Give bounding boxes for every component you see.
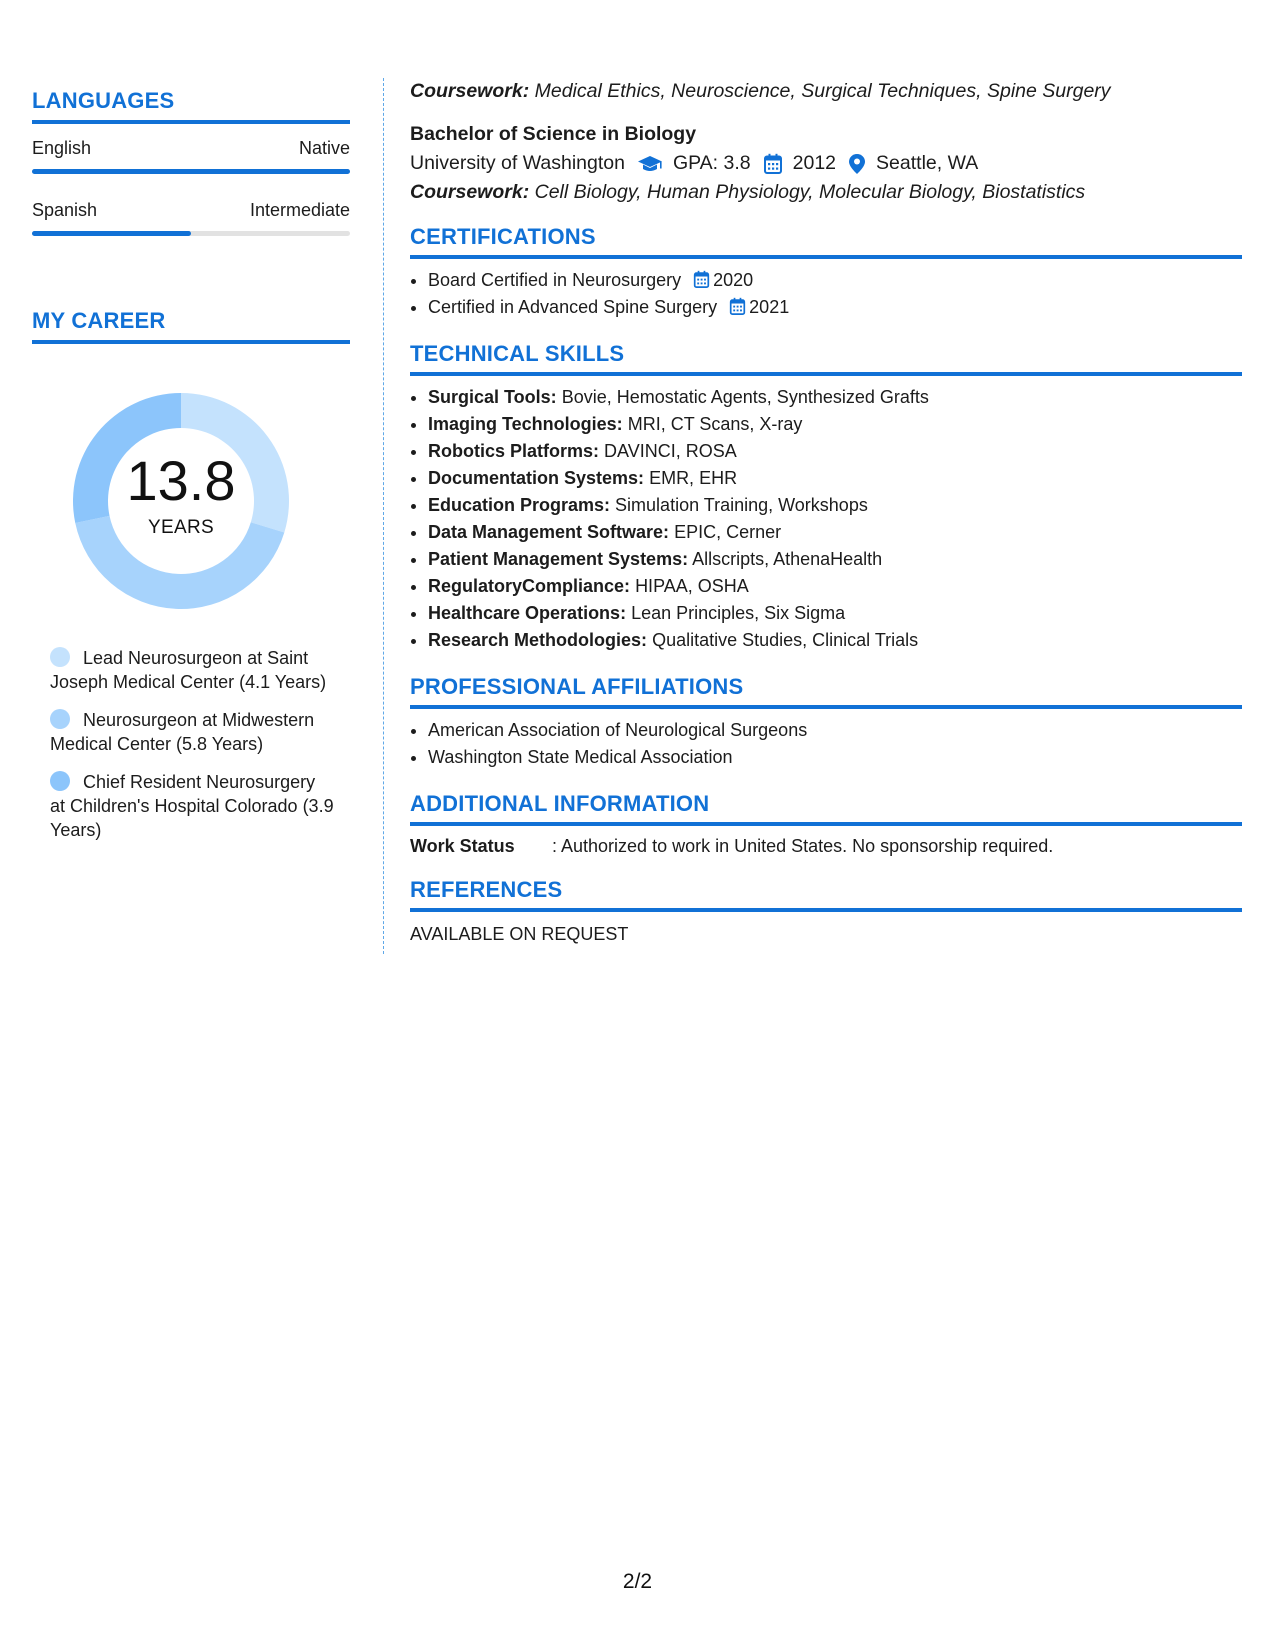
skill-item [428, 411, 1242, 438]
degree-title: Bachelor of Science in Biology [410, 123, 697, 145]
additional-info-section [410, 791, 1242, 857]
language-bar-fill [32, 231, 191, 236]
section-rule [410, 255, 1242, 259]
calendar-icon [693, 270, 710, 289]
language-bar-track [32, 231, 350, 236]
section-rule [410, 372, 1242, 376]
career-section [32, 308, 350, 842]
career-donut-chart [66, 386, 296, 616]
coursework-label: Coursework: [410, 181, 530, 203]
section-rule [410, 822, 1242, 826]
certification-year: 2021 [749, 297, 790, 317]
skills-section [410, 341, 1242, 654]
previous-coursework [410, 80, 1242, 103]
section-title-references: REFERENCES [410, 877, 563, 902]
section-title-certifications: CERTIFICATIONS [410, 224, 596, 249]
certifications-section [410, 224, 1242, 321]
section-rule [32, 340, 350, 344]
legend-label: Neurosurgeon at Midwestern Medical Center (5.8 Years) [50, 710, 315, 754]
skill-label: Surgical Tools: [428, 387, 557, 407]
graduation-year: 2012 [792, 152, 837, 174]
language-level: Native [298, 138, 350, 158]
language-bar-fill [32, 169, 350, 174]
language-level: Intermediate [249, 200, 350, 220]
skill-label: Healthcare Operations: [428, 603, 627, 623]
language-item [32, 138, 350, 174]
skill-value: EMR, EHR [649, 468, 738, 488]
degree-coursework [410, 181, 1242, 204]
skill-value: HIPAA, OSHA [635, 576, 749, 596]
skill-label: RegulatoryCompliance: [428, 576, 631, 596]
skill-item [428, 600, 1242, 627]
section-rule [410, 908, 1242, 912]
coursework-label: Coursework: [410, 80, 530, 102]
calendar-icon [729, 297, 746, 316]
graduation-cap-icon [637, 154, 663, 174]
section-title-career: MY CAREER [32, 308, 166, 333]
skill-label: Data Management Software: [428, 522, 670, 542]
skill-label: Education Programs: [428, 495, 611, 515]
work-status-row [410, 836, 1242, 857]
affiliation-item: • Washington State Medical Association [428, 744, 1242, 771]
page-number: 2/2 [622, 1570, 653, 1593]
skill-item [428, 546, 1242, 573]
skill-value: Lean Principles, Six Sigma [631, 603, 846, 623]
legend-dot [50, 771, 70, 791]
certification-year: 2020 [713, 270, 754, 290]
legend-label: Lead Neurosurgeon at Saint Joseph Medical Center (4.1 Years) [50, 648, 327, 692]
skill-value: DAVINCI, ROSA [604, 441, 737, 461]
languages-section [32, 88, 350, 236]
section-rule [32, 120, 350, 124]
career-total-years: 13.8 [126, 449, 236, 512]
skill-item [428, 573, 1242, 600]
language-item [32, 200, 350, 236]
skill-item [428, 627, 1242, 654]
skill-item [428, 438, 1242, 465]
skills-list [410, 384, 1242, 654]
right-column [410, 78, 1242, 945]
skill-value: MRI, CT Scans, X-ray [627, 414, 803, 434]
work-status-label: Work Status [410, 836, 515, 856]
career-total-unit: YEARS [148, 517, 214, 538]
skill-label: Research Methodologies: [428, 630, 648, 650]
legend-dot [50, 647, 70, 667]
certification-item [428, 267, 1242, 294]
skill-label: Patient Management Systems: [428, 549, 689, 569]
map-pin-icon [848, 153, 866, 175]
gpa: GPA: 3.8 [672, 152, 751, 174]
skill-value: Simulation Training, Workshops [615, 495, 868, 515]
legend-item [50, 770, 335, 842]
left-column [32, 88, 350, 856]
language-name: Spanish [32, 200, 98, 220]
skill-value: Qualitative Studies, Clinical Trials [652, 630, 919, 650]
column-divider [383, 78, 384, 954]
references-section [410, 877, 1242, 945]
language-name: English [32, 138, 92, 158]
calendar-icon [763, 153, 783, 175]
career-legend [50, 646, 335, 842]
language-bar-track [32, 169, 350, 174]
skill-value: Bovie, Hemostatic Agents, Synthesized Grafts [561, 387, 929, 407]
skill-item [428, 492, 1242, 519]
certification-item [428, 294, 1242, 321]
legend-dot [50, 709, 70, 729]
school-name: University of Washington [410, 152, 625, 174]
skill-value: Allscripts, AthenaHealth [692, 549, 883, 569]
section-title-languages: LANGUAGES [32, 88, 175, 113]
work-status-value: : Authorized to work in United States. No sponsorship required. [552, 836, 1054, 856]
degree-meta [410, 152, 1242, 175]
legend-item [50, 708, 335, 756]
affiliations-list [410, 717, 1242, 771]
skill-label: Imaging Technologies: [428, 414, 623, 434]
location: Seattle, WA [876, 152, 979, 174]
skill-label: Documentation Systems: [428, 468, 645, 488]
skill-label: Robotics Platforms: [428, 441, 600, 461]
section-title-skills: TECHNICAL SKILLS [410, 341, 625, 366]
skill-item [428, 384, 1242, 411]
skill-item [428, 519, 1242, 546]
affiliation-item: • American Association of Neurological Surgeons [428, 717, 1242, 744]
references-text: AVAILABLE ON REQUEST [410, 924, 629, 944]
coursework-value: Cell Biology, Human Physiology, Molecular Biology, Biostatistics [534, 181, 1086, 203]
legend-item [50, 646, 335, 694]
coursework-value: Medical Ethics, Neuroscience, Surgical Techniques, Spine Surgery [534, 80, 1111, 102]
skill-item [428, 465, 1242, 492]
legend-label: Chief Resident Neurosurgery at Children's Hospital Colorado (3.9 Years) [50, 772, 334, 840]
affiliations-section [410, 674, 1242, 771]
section-rule [410, 705, 1242, 709]
certification-name: Certified in Advanced Spine Surgery [428, 297, 718, 317]
certifications-list [410, 267, 1242, 321]
section-title-additional-info: ADDITIONAL INFORMATION [410, 791, 710, 816]
certification-name: Board Certified in Neurosurgery [428, 270, 682, 290]
section-title-affiliations: PROFESSIONAL AFFILIATIONS [410, 674, 744, 699]
skill-value: EPIC, Cerner [674, 522, 782, 542]
